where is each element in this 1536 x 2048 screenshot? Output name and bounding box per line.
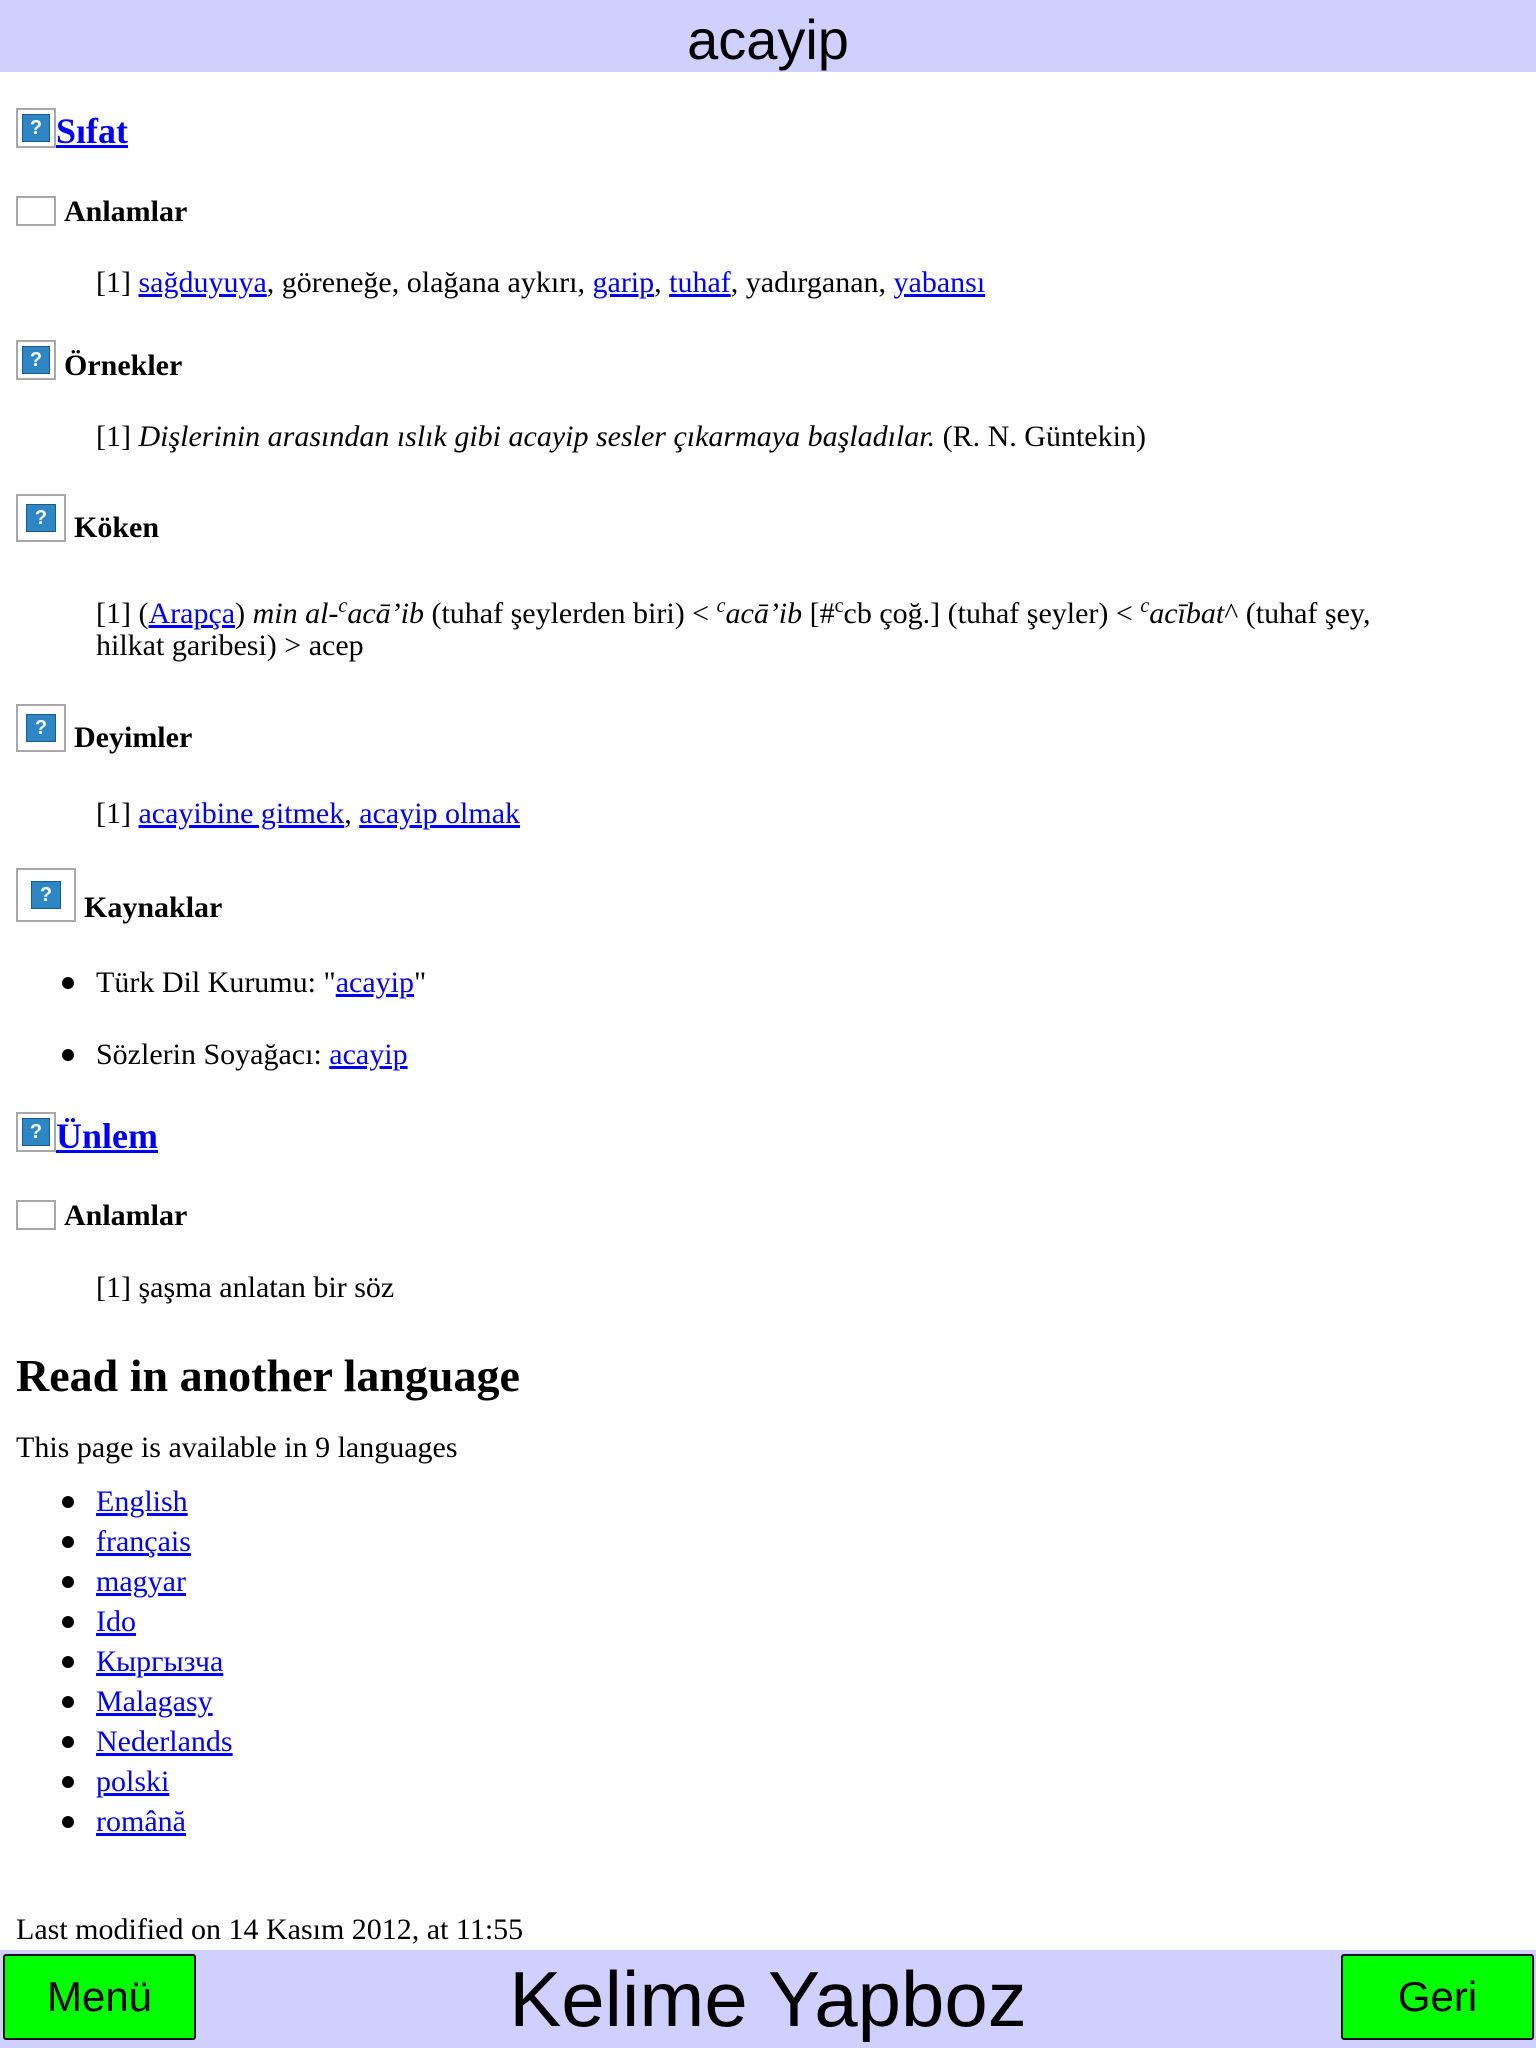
etymology-line-cont: hilkat garibesi) > acep xyxy=(96,629,364,662)
help-icon[interactable]: ? xyxy=(16,868,76,922)
idioms-line: [1] acayibine gitmek, acayip olmak xyxy=(96,797,521,830)
language-link[interactable]: Кыргызча xyxy=(96,1645,224,1678)
section-link-unlem[interactable]: Ünlem xyxy=(56,1116,158,1156)
bottom-bar xyxy=(0,1950,1536,2048)
etymology-line: [1] (Arapça) min al-$^c$acā’ib (tuhaf şeylerden biri) < $^c$acā’ib [#$^c$cb çoğ.] (tuhaf şeyler) < $^c$acībat^ (tuhaf şey, xyxy=(96,595,1371,630)
list-bullet xyxy=(62,1656,74,1668)
app-title: Kelime Yapboz xyxy=(509,1955,1027,2043)
collapse-toggle[interactable] xyxy=(16,196,56,226)
language-link[interactable]: Nederlands xyxy=(96,1725,233,1758)
language-item xyxy=(96,1764,169,1800)
kaynaklar-heading: Kaynaklar xyxy=(84,891,223,924)
menu-button[interactable]: Menü xyxy=(3,1954,196,2040)
source-link[interactable]: acayip xyxy=(329,1038,408,1071)
word-link[interactable]: yabansı xyxy=(893,266,986,299)
language-item xyxy=(96,1644,223,1680)
language-link[interactable]: Ido xyxy=(96,1605,136,1638)
language-item xyxy=(96,1684,213,1720)
word-link[interactable]: garip xyxy=(592,266,655,299)
last-modified: Last modified on 14 Kasım 2012, at 11:55 xyxy=(16,1913,524,1946)
language-item xyxy=(96,1604,136,1640)
languages-subtitle: This page is available in 9 languages xyxy=(16,1431,458,1464)
deyimler-heading: Deyimler xyxy=(74,721,193,754)
collapse-toggle[interactable] xyxy=(16,1200,56,1230)
language-link[interactable]: français xyxy=(96,1525,191,1558)
back-button[interactable]: Geri xyxy=(1341,1954,1534,2040)
language-item xyxy=(96,1804,186,1840)
list-bullet xyxy=(62,1049,74,1061)
list-bullet xyxy=(62,977,74,989)
language-link[interactable]: Arapça xyxy=(148,597,236,630)
list-bullet xyxy=(62,1616,74,1628)
list-bullet xyxy=(62,1816,74,1828)
source-item: Sözlerin Soyağacı: acayip xyxy=(96,1038,408,1071)
section-link-sifat[interactable]: Sıfat xyxy=(56,111,128,151)
word-link[interactable]: sağduyuya xyxy=(138,266,267,299)
anlamlar-heading: Anlamlar xyxy=(64,195,188,228)
ornekler-heading: Örnekler xyxy=(64,349,183,382)
list-bullet xyxy=(62,1576,74,1588)
idiom-link[interactable]: acayibine gitmek xyxy=(138,797,345,830)
language-link[interactable]: Malagasy xyxy=(96,1685,213,1718)
list-bullet xyxy=(62,1776,74,1788)
list-bullet xyxy=(62,1696,74,1708)
source-item: Türk Dil Kurumu: "acayip" xyxy=(96,966,427,999)
help-icon[interactable]: ? xyxy=(16,494,66,542)
anlamlar-heading: Anlamlar xyxy=(64,1199,188,1232)
language-link[interactable]: English xyxy=(96,1485,188,1518)
source-link[interactable]: acayip xyxy=(335,966,415,999)
word-link[interactable]: tuhaf xyxy=(669,266,731,299)
list-bullet xyxy=(62,1496,74,1508)
page-title: acayip xyxy=(687,8,849,71)
help-icon[interactable]: ? xyxy=(16,340,56,380)
language-link[interactable]: polski xyxy=(96,1765,170,1798)
meaning-line: [1] sağduyuya, göreneğe, olağana aykırı, garip, tuhaf, yadırganan, yabansı xyxy=(96,266,986,299)
meaning-line: [1] şaşma anlatan bir söz xyxy=(96,1271,395,1304)
language-item xyxy=(96,1484,188,1520)
language-link[interactable]: magyar xyxy=(96,1565,186,1598)
language-item xyxy=(96,1564,186,1600)
example-line: [1] Dişlerinin arasından ıslık gibi acayip sesler çıkarmaya başladılar. (R. N. Güntekin) xyxy=(96,420,1146,453)
list-bullet xyxy=(62,1736,74,1748)
list-bullet xyxy=(62,1536,74,1548)
page-title-bar xyxy=(0,0,1536,72)
help-icon[interactable]: ? xyxy=(16,108,56,148)
languages-heading: Read in another language xyxy=(16,1350,520,1401)
koken-heading: Köken xyxy=(74,511,160,544)
language-item xyxy=(96,1724,233,1760)
idiom-link[interactable]: acayip olmak xyxy=(359,797,521,830)
help-icon[interactable]: ? xyxy=(16,1112,56,1152)
language-item xyxy=(96,1524,191,1560)
help-icon[interactable]: ? xyxy=(16,704,66,752)
language-link[interactable]: română xyxy=(96,1805,186,1838)
